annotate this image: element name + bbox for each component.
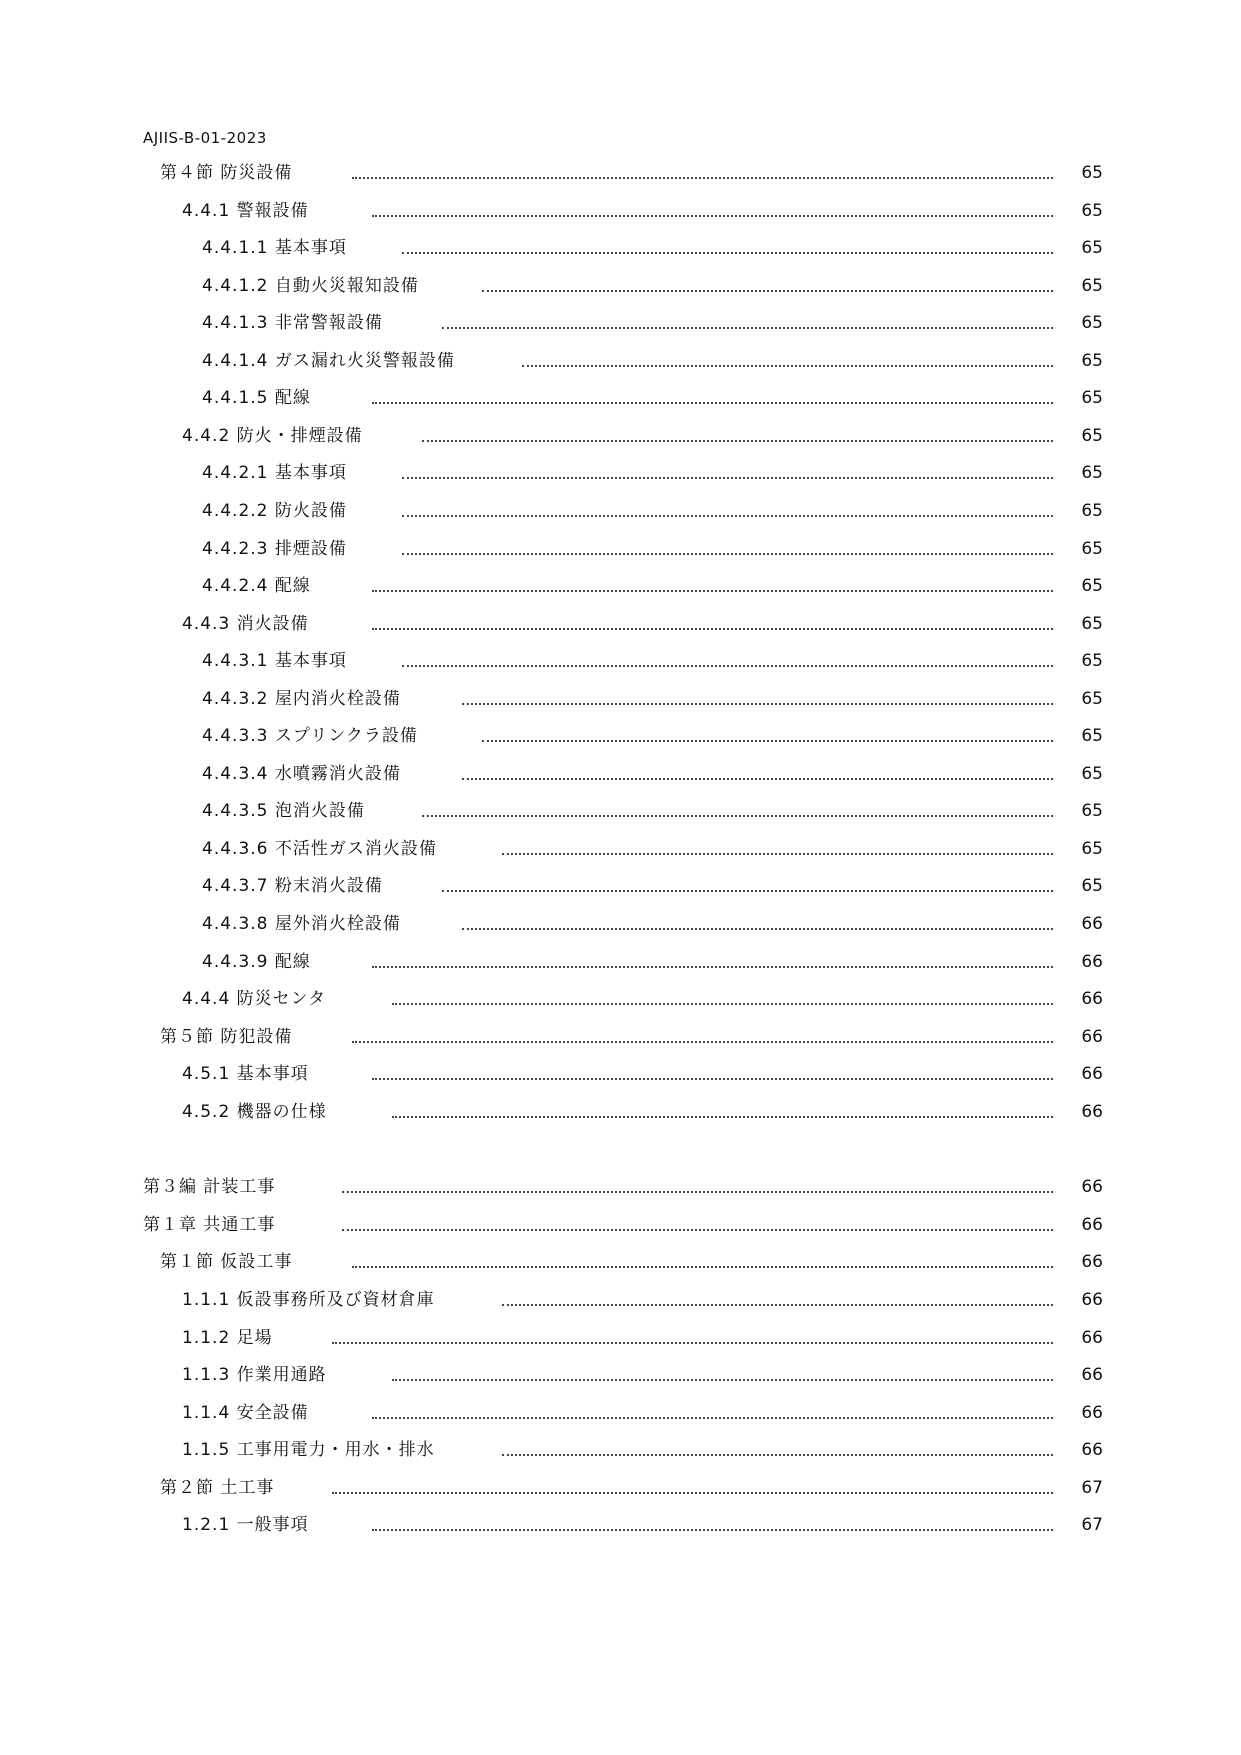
toc-entry-title: 4.4.2 防火・排煙設備 bbox=[182, 426, 363, 446]
toc-leader-dots bbox=[402, 665, 1053, 667]
toc-leader-dots bbox=[442, 890, 1053, 892]
toc-leader-dots bbox=[372, 402, 1053, 404]
toc-entry-title: 4.4.1.4 ガス漏れ火災警報設備 bbox=[202, 351, 455, 371]
toc-leader-dots bbox=[392, 1116, 1053, 1118]
toc-entry-page-number: 65 bbox=[1081, 839, 1103, 859]
toc-entry-page-number: 65 bbox=[1081, 313, 1103, 333]
toc-entry-title: 第５節 防犯設備 bbox=[160, 1027, 293, 1047]
toc-entry-title: 4.4.3.3 スプリンクラ設備 bbox=[202, 726, 418, 746]
toc-entry[interactable] bbox=[0, 1247, 1241, 1277]
toc-entry-title: 4.4.1.1 基本事項 bbox=[202, 238, 347, 258]
toc-entry-title: 4.4.1.3 非常警報設備 bbox=[202, 313, 383, 333]
toc-entry-page-number: 65 bbox=[1081, 276, 1103, 296]
toc-entry[interactable] bbox=[0, 1510, 1241, 1540]
toc-entry[interactable] bbox=[0, 1435, 1241, 1465]
toc-entry[interactable] bbox=[0, 421, 1241, 451]
toc-entry[interactable] bbox=[0, 346, 1241, 376]
toc-leader-dots bbox=[422, 440, 1053, 442]
toc-entry-title: 4.4.3.5 泡消火設備 bbox=[202, 801, 365, 821]
toc-leader-dots bbox=[372, 590, 1053, 592]
toc-leader-dots bbox=[482, 290, 1053, 292]
toc-entry-title: 4.5.1 基本事項 bbox=[182, 1064, 309, 1084]
toc-leader-dots bbox=[402, 553, 1053, 555]
toc-entry-page-number: 66 bbox=[1081, 1102, 1103, 1122]
toc-entry-title: 第２節 土工事 bbox=[160, 1478, 275, 1498]
toc-entry-page-number: 65 bbox=[1081, 463, 1103, 483]
toc-entry-title: 第３編 計装工事 bbox=[143, 1177, 276, 1197]
toc-entry[interactable] bbox=[0, 834, 1241, 864]
toc-entry-page-number: 66 bbox=[1081, 1064, 1103, 1084]
toc-entry[interactable] bbox=[0, 196, 1241, 226]
toc-entry-page-number: 65 bbox=[1081, 388, 1103, 408]
toc-entry-title: 4.4.2.1 基本事項 bbox=[202, 463, 347, 483]
toc-leader-dots bbox=[372, 215, 1053, 217]
toc-entry-page-number: 65 bbox=[1081, 576, 1103, 596]
toc-entry-title: 4.4.3.7 粉末消火設備 bbox=[202, 876, 383, 896]
toc-entry[interactable] bbox=[0, 1323, 1241, 1353]
toc-entry-title: 4.4.4 防災センタ bbox=[182, 989, 326, 1009]
toc-entry-title: 1.1.4 安全設備 bbox=[182, 1403, 309, 1423]
toc-entry-title: 1.1.3 作業用通路 bbox=[182, 1365, 327, 1385]
toc-leader-dots bbox=[352, 177, 1053, 179]
toc-entry[interactable] bbox=[0, 609, 1241, 639]
toc-leader-dots bbox=[462, 928, 1053, 930]
toc-entry-page-number: 66 bbox=[1081, 1027, 1103, 1047]
toc-entry-page-number: 66 bbox=[1081, 1328, 1103, 1348]
toc-leader-dots bbox=[352, 1041, 1053, 1043]
toc-entry[interactable] bbox=[0, 984, 1241, 1014]
toc-entry[interactable] bbox=[0, 947, 1241, 977]
toc-entry-page-number: 65 bbox=[1081, 163, 1103, 183]
toc-leader-dots bbox=[372, 966, 1053, 968]
toc-entry[interactable] bbox=[0, 1285, 1241, 1315]
toc-entry-title: 4.4.3.6 不活性ガス消火設備 bbox=[202, 839, 437, 859]
toc-leader-dots bbox=[502, 853, 1053, 855]
toc-entry-page-number: 65 bbox=[1081, 238, 1103, 258]
toc-entry-page-number: 65 bbox=[1081, 614, 1103, 634]
toc-entry[interactable] bbox=[0, 1059, 1241, 1089]
toc-leader-dots bbox=[372, 1529, 1053, 1531]
toc-entry-page-number: 66 bbox=[1081, 952, 1103, 972]
toc-entry[interactable] bbox=[0, 909, 1241, 939]
toc-entry-page-number: 65 bbox=[1081, 876, 1103, 896]
toc-leader-dots bbox=[392, 1003, 1053, 1005]
toc-entry-title: 4.4.3.4 水噴霧消火設備 bbox=[202, 764, 401, 784]
toc-entry-title: 1.2.1 一般事項 bbox=[182, 1515, 309, 1535]
toc-entry-page-number: 65 bbox=[1081, 501, 1103, 521]
toc-entry-page-number: 66 bbox=[1081, 1215, 1103, 1235]
toc-entry[interactable] bbox=[0, 1398, 1241, 1428]
toc-entry-page-number: 66 bbox=[1081, 914, 1103, 934]
toc-entry-page-number: 65 bbox=[1081, 764, 1103, 784]
toc-leader-dots bbox=[402, 477, 1053, 479]
toc-leader-dots bbox=[342, 1229, 1053, 1231]
toc-entry-title: 4.4.2.3 排煙設備 bbox=[202, 539, 347, 559]
toc-entry[interactable] bbox=[0, 1360, 1241, 1390]
toc-entry-page-number: 66 bbox=[1081, 1290, 1103, 1310]
toc-entry-title: 1.1.2 足場 bbox=[182, 1328, 273, 1348]
toc-entry-title: 4.4.1.5 配線 bbox=[202, 388, 311, 408]
toc-leader-dots bbox=[352, 1266, 1053, 1268]
toc-entry[interactable] bbox=[0, 646, 1241, 676]
toc-entry-page-number: 66 bbox=[1081, 1365, 1103, 1385]
toc-leader-dots bbox=[392, 1379, 1053, 1381]
toc-entry-title: 4.4.1.2 自動火災報知設備 bbox=[202, 276, 419, 296]
toc-entry[interactable] bbox=[0, 1022, 1241, 1052]
toc-entry-page-number: 66 bbox=[1081, 1252, 1103, 1272]
toc-entry-title: 第１章 共通工事 bbox=[143, 1215, 276, 1235]
toc-entry-page-number: 65 bbox=[1081, 651, 1103, 671]
toc-entry[interactable] bbox=[0, 1210, 1241, 1240]
toc-entry[interactable] bbox=[0, 1097, 1241, 1127]
toc-entry-title: 4.4.3.9 配線 bbox=[202, 952, 311, 972]
toc-entry[interactable] bbox=[0, 684, 1241, 714]
toc-entry[interactable] bbox=[0, 308, 1241, 338]
toc-entry-title: 1.1.5 工事用電力・用水・排水 bbox=[182, 1440, 435, 1460]
toc-entry-page-number: 65 bbox=[1081, 426, 1103, 446]
toc-entry-page-number: 65 bbox=[1081, 726, 1103, 746]
toc-entry[interactable] bbox=[0, 534, 1241, 564]
toc-entry-page-number: 66 bbox=[1081, 989, 1103, 1009]
toc-entry-title: 4.4.1 警報設備 bbox=[182, 201, 309, 221]
toc-entry[interactable] bbox=[0, 871, 1241, 901]
toc-entry[interactable] bbox=[0, 233, 1241, 263]
toc-entry[interactable] bbox=[0, 158, 1241, 188]
toc-entry-page-number: 67 bbox=[1081, 1515, 1103, 1535]
toc-leader-dots bbox=[462, 703, 1053, 705]
toc-entry-title: 4.4.2.2 防火設備 bbox=[202, 501, 347, 521]
toc-leader-dots bbox=[522, 365, 1053, 367]
toc-entry-title: 4.4.3.8 屋外消火栓設備 bbox=[202, 914, 401, 934]
toc-entry-title: 4.4.2.4 配線 bbox=[202, 576, 311, 596]
toc-entry-page-number: 67 bbox=[1081, 1478, 1103, 1498]
toc-leader-dots bbox=[342, 1191, 1053, 1193]
toc-entry-page-number: 65 bbox=[1081, 351, 1103, 371]
toc-entry[interactable] bbox=[0, 458, 1241, 488]
toc-entry-title: 4.4.3.1 基本事項 bbox=[202, 651, 347, 671]
toc-entry[interactable] bbox=[0, 796, 1241, 826]
toc-entry-page-number: 65 bbox=[1081, 201, 1103, 221]
toc-entry-title: 1.1.1 仮設事務所及び資材倉庫 bbox=[182, 1290, 435, 1310]
toc-entry-title: 4.4.3 消火設備 bbox=[182, 614, 309, 634]
toc-leader-dots bbox=[332, 1492, 1053, 1494]
toc-leader-dots bbox=[332, 1342, 1053, 1344]
toc-entry[interactable] bbox=[0, 571, 1241, 601]
toc-entry-page-number: 65 bbox=[1081, 689, 1103, 709]
toc-leader-dots bbox=[372, 1417, 1053, 1419]
toc-entry[interactable] bbox=[0, 1473, 1241, 1503]
toc-leader-dots bbox=[462, 778, 1053, 780]
toc-entry-title: 4.4.3.2 屋内消火栓設備 bbox=[202, 689, 401, 709]
document-id: AJIIS-B-01-2023 bbox=[143, 129, 267, 147]
toc-leader-dots bbox=[402, 515, 1053, 517]
toc-entry[interactable] bbox=[0, 496, 1241, 526]
toc-entry[interactable] bbox=[0, 1172, 1241, 1202]
toc-leader-dots bbox=[372, 1078, 1053, 1080]
toc-entry-title: 4.5.2 機器の仕様 bbox=[182, 1102, 327, 1122]
toc-leader-dots bbox=[402, 252, 1053, 254]
toc-leader-dots bbox=[502, 1454, 1053, 1456]
toc-leader-dots bbox=[502, 1304, 1053, 1306]
toc-entry-page-number: 65 bbox=[1081, 539, 1103, 559]
toc-leader-dots bbox=[422, 815, 1053, 817]
toc-entry-page-number: 66 bbox=[1081, 1440, 1103, 1460]
toc-entry[interactable] bbox=[0, 383, 1241, 413]
toc-leader-dots bbox=[482, 740, 1053, 742]
toc-entry[interactable] bbox=[0, 759, 1241, 789]
toc-entry[interactable] bbox=[0, 271, 1241, 301]
toc-entry-title: 第４節 防災設備 bbox=[160, 163, 293, 183]
toc-leader-dots bbox=[372, 628, 1053, 630]
toc-leader-dots bbox=[442, 327, 1053, 329]
toc-entry-title: 第１節 仮設工事 bbox=[160, 1252, 293, 1272]
toc-entry-page-number: 66 bbox=[1081, 1403, 1103, 1423]
toc-entry[interactable] bbox=[0, 721, 1241, 751]
toc-entry-page-number: 66 bbox=[1081, 1177, 1103, 1197]
toc-entry-page-number: 65 bbox=[1081, 801, 1103, 821]
